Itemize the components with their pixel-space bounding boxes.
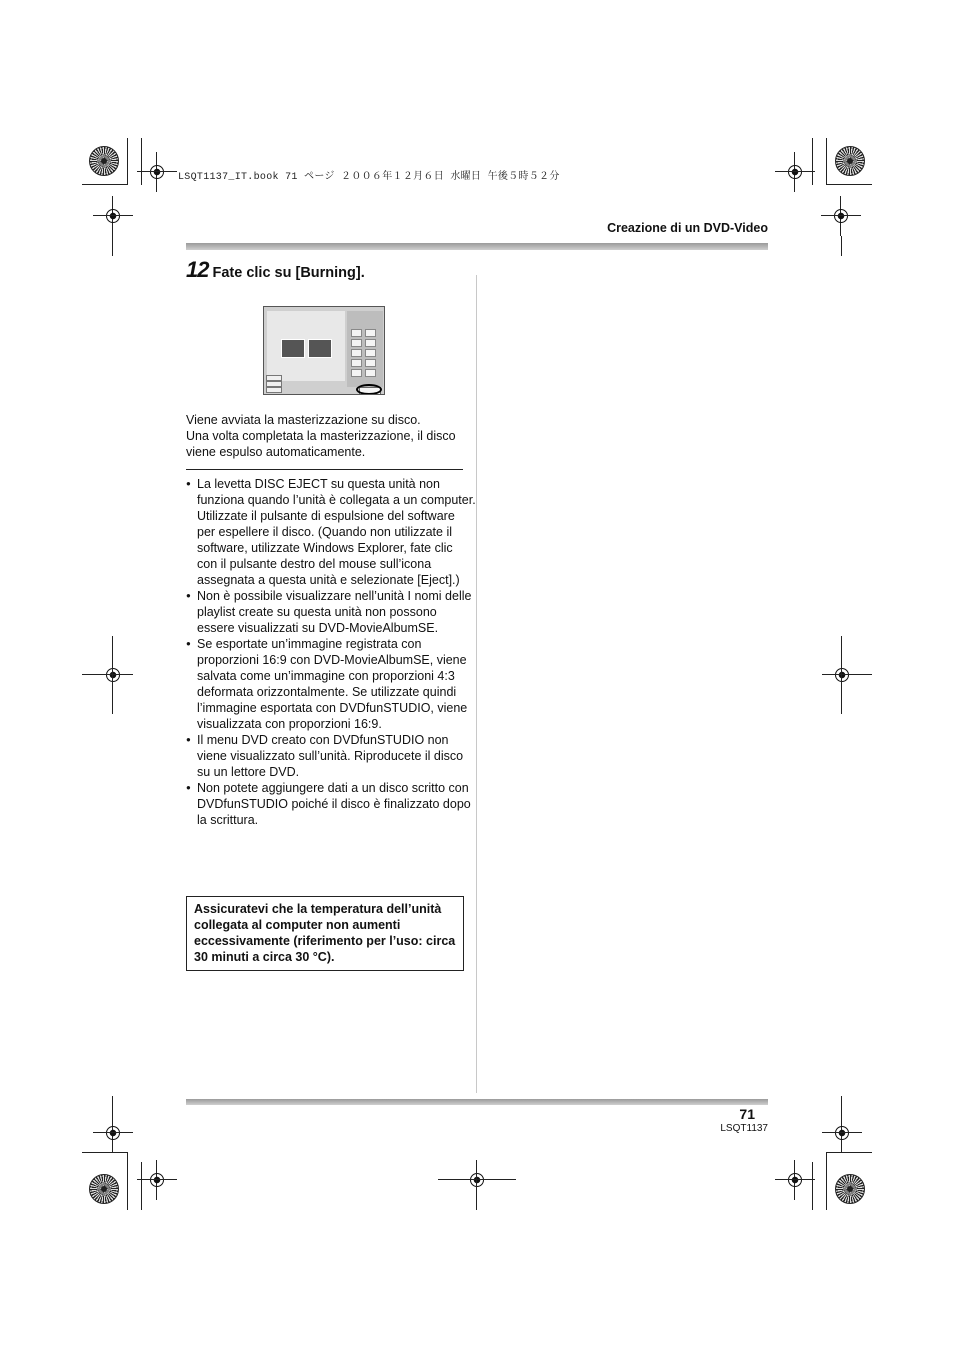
screenshot-side-button [365,329,376,337]
screenshot-side-button [351,329,362,337]
note-item: ● Se esportate un’immagine registrata con proporzioni 16:9 con DVD-MovieAlbumSE, viene salvata come un’immagine con proporzioni 4:3 deformata orizzontalmente. Se utilizzate quindi l’immagine esportata con DVDfunSTUDIO, viene visualizzata con proporzioni 16:9. [186,636,476,732]
screenshot-side-button [365,349,376,357]
note-item: ● Il menu DVD creato con DVDfunSTUDIO non viene visualizzato sull’unità. Riproducete il disco su un lettore DVD. [186,732,476,780]
crosshair-mark [775,1160,815,1200]
intro-line: Una volta completata la masterizzazione, il disco [186,429,456,443]
intro-paragraph [186,412,456,460]
column-divider [476,275,477,1093]
screenshot-thumbnail [308,339,332,358]
screenshot-side-panel [347,311,383,387]
screenshot-side-button [365,359,376,367]
software-screenshot [263,306,385,395]
file-header: LSQT1137_IT.book 71 ページ ２００６年１２月６日 水曜日 午後５時５２分 [178,172,560,183]
crosshair-mark [775,152,815,192]
screenshot-thumbnail [281,339,305,358]
registration-rosette [89,146,119,176]
section-title: Creazione di un DVD-Video [607,221,768,235]
screenshot-side-button [351,369,362,377]
note-item: ● Non è possibile visualizzare nell’unità I nomi delle playlist create su questa unità non possono essere visualizzati su DVD-MovieAlbumSE. [186,588,476,636]
intro-line: viene espulso automaticamente. [186,445,366,459]
crosshair-mark [822,655,862,695]
notes-list [186,476,476,828]
step-text: Fate clic su [Burning]. [212,265,365,281]
screenshot-side-button [351,339,362,347]
crosshair-mark [457,1160,497,1200]
screenshot-preview-area [267,311,345,381]
crosshair-mark [93,655,133,695]
crosshair-mark [137,1160,177,1200]
screenshot-side-button [365,369,376,377]
note-item: ● La levetta DISC EJECT su questa unità non funziona quando l’unità è collegata a un computer. Utilizzate il pulsante di espulsione del software per espellere il disco. (Quando non utilizzate il software, utilizzate Windows Explorer, fate clic con il pulsante destro del mouse sull’icona assegnata a questa unità e selezionate [Eject].) [186,476,476,588]
screenshot-side-button [351,349,362,357]
crosshair-mark [93,196,133,236]
registration-rosette [89,1174,119,1204]
page-code: LSQT1137 [720,1123,768,1134]
notes-rule [186,469,463,470]
crosshair-mark [821,196,861,236]
crosshair-mark [137,152,177,192]
step-number: 12 [186,257,209,282]
screenshot-side-button [351,359,362,367]
registration-rosette [835,146,865,176]
screenshot-tool-button [266,387,282,393]
crosshair-mark [822,1113,862,1153]
header-rule [186,243,768,250]
screenshot-side-button [365,339,376,347]
step-heading [186,257,365,283]
registration-rosette [835,1174,865,1204]
page-number: 71 [739,1106,755,1122]
note-item: ● Non potete aggiungere dati a un disco scritto con DVDfunSTUDIO poiché il disco è finalizzato dopo la scrittura. [186,780,476,828]
intro-line: Viene avviata la masterizzazione su disco. [186,413,421,427]
crosshair-mark [93,1113,133,1153]
burning-button-highlight [356,384,382,395]
warning-box: Assicuratevi che la temperatura dell’unità collegata al computer non aumenti eccessivamente (riferimento per l’uso: circa 30 minuti a circa 30 °C). [186,896,464,971]
footer-rule [186,1099,768,1105]
